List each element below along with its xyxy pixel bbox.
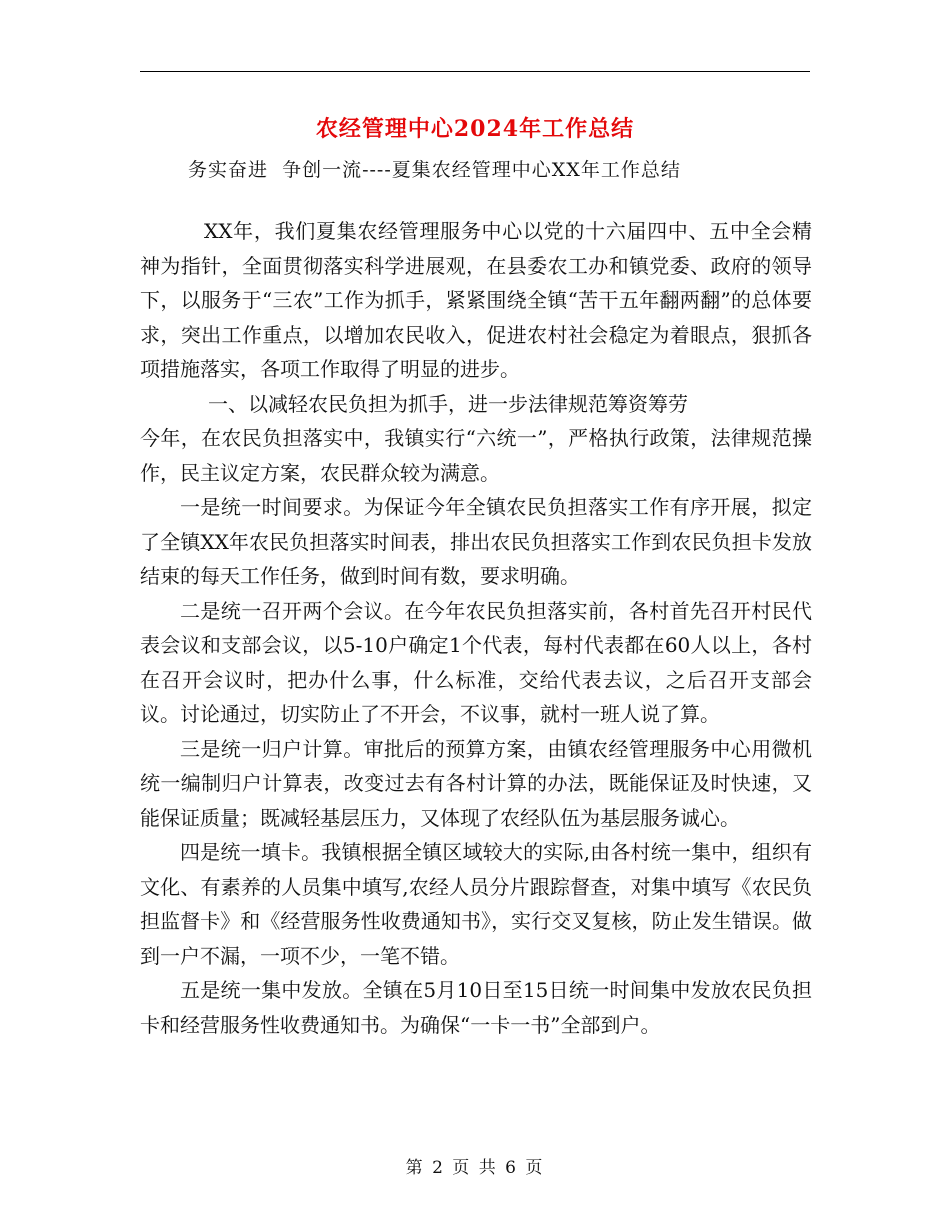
page-number: 第 2 页 共 6 页 xyxy=(405,1158,545,1178)
paragraph-item-2: 二是统一召开两个会议。在今年农民负担落实前，各村首先召开村民代表会议和支部会议，以5-10户确定1个代表，每村代表都在60人以上，各村在召开会议时，把办什么事，什么标准，交给代表去议，之后召开支部会议。讨论通过，切实防止了不开会，不议事，就村一班人说了算。 xyxy=(140,598,812,726)
paragraph-item-4: 四是统一填卡。我镇根据全镇区域较大的实际,由各村统一集中，组织有文化、有素养的人员集中填写,农经人员分片跟踪督查，对集中填写《农民负担监督卡》和《经营服务性收费通知书》，实行交叉复核，防止发生错误。做到一户不漏，一项不少，一笔不错。 xyxy=(140,840,812,968)
header-rule xyxy=(140,71,810,72)
paragraph-item-5: 五是统一集中发放。全镇在5月10日至15日统一时间集中发放农民负担卡和经营服务性收费通知书。为确保“一卡一书”全部到户。 xyxy=(140,978,812,1037)
section-heading: 一、以减轻农民负担为抓手，进一步法律规范筹资筹劳 xyxy=(208,391,688,416)
document-body xyxy=(140,214,812,1042)
paragraph-item-3: 三是统一归户计算。审批后的预算方案，由镇农经管理服务中心用微机统一编制归户计算表，改变过去有各村计算的办法，既能保证及时快速，又能保证质量；既减轻基层压力，又体现了农经队伍为基层服务诚心。 xyxy=(140,736,812,830)
document-title: 农经管理中心2024年工作总结 xyxy=(315,116,635,142)
document-subtitle: 务实奋进 争创一流----夏集农经管理中心XX年工作总结 xyxy=(188,159,681,181)
paragraph-intro: XX年，我们夏集农经管理服务中心以党的十六届四中、五中全会精神为指针，全面贯彻落实科学进展观，在县委农工办和镇党委、政府的领导下，以服务于“三农”工作为抓手，紧紧围绕全镇“苦干五年翻两翻”的总体要求，突出工作重点，以增加农民收入，促进农村社会稳定为着眼点，狠抓各项措施落实，各项工作取得了明显的进步。 xyxy=(140,219,812,381)
paragraph-item-1: 一是统一时间要求。为保证今年全镇农民负担落实工作有序开展，拟定了全镇XX年农民负担落实时间表，排出农民负担落实工作到农民负担卡发放结束的每天工作任务，做到时间有数，要求明确。 xyxy=(140,495,812,588)
paragraph-six-unified: 今年，在农民负担落实中，我镇实行“六统一”，严格执行政策，法律规范操作，民主议定方案，农民群众较为满意。 xyxy=(140,426,812,485)
